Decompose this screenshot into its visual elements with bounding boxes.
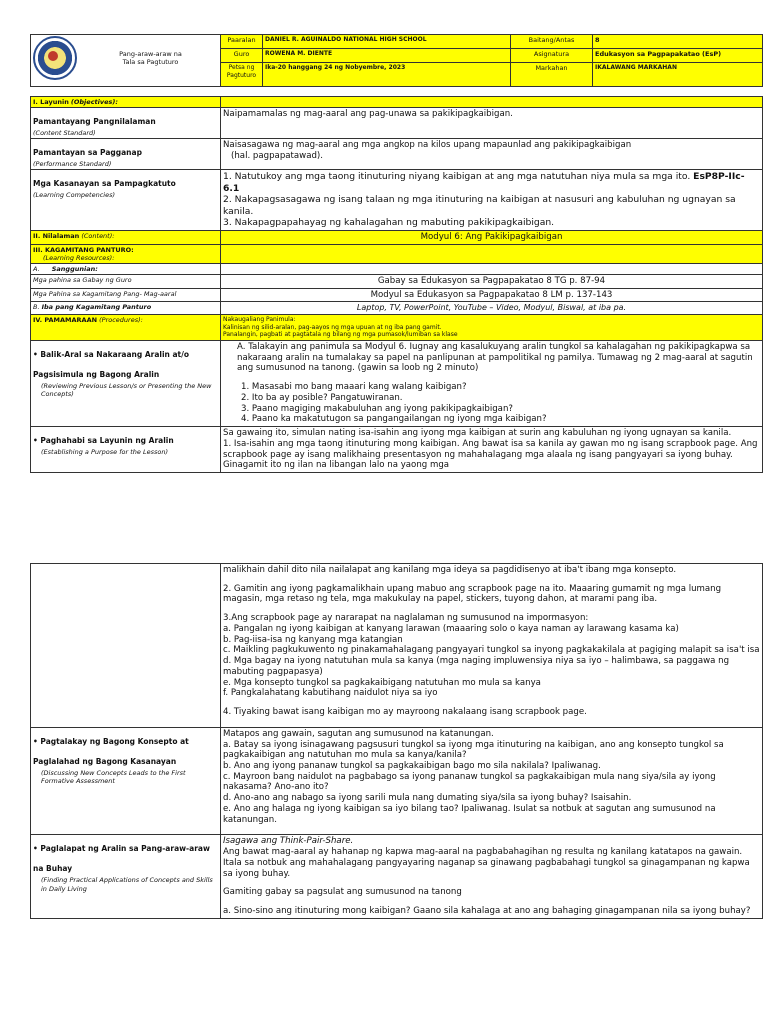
petsa-label-2: Pagtuturo [226, 71, 257, 79]
paghahabi-label-cell: • Paghahabi sa Layunin ng Aralin (Establishing a Purpose for the Lesson) [31, 427, 221, 473]
paghahabi-value: Sa gawaing ito, simulan nating isa-isahin ang iyong mga kaibigan at surin ang kabuluhan ng iyong ugnayan sa kanila. 1. Isa-isahin ang mga taong itinuturing mong kaibigan. Ang bawat isa sa kanila ay gawan mo ng isang scrapbook page. Ang scrapbook page ay isang malikhaing presentasyon ng mahahalagang mga alaala ng isang pangyayari sa iyong buhay. Ginagamit ito ng ilan na libangan lalo na yaong mga [221, 427, 763, 473]
pagganap-value: Naisasagawa ng mag-aaral ang mga angkop na kilos upang mapaunlad ang pakikipagkaibigan (hal. pagpapatawad). [221, 139, 763, 170]
nilalaman-value: Modyul 6: Ang Pakikipagkaibigan [221, 230, 763, 244]
sanggunian-label: A. Sanggunian: [31, 263, 221, 274]
magaaral-label: Mga Pahina sa Kagamitang Pang- Mag-aaral [31, 288, 221, 302]
paaralan-value: DANIEL R. AGUINALDO NATIONAL HIGH SCHOOL [263, 35, 511, 49]
kagamitan-heading: III. KAGAMITANG PANTURO: (Learning Resources): [31, 244, 221, 263]
header-title-cell [31, 35, 221, 87]
layunin-heading: I. Layunin (Objectives): [31, 97, 221, 108]
header-title-line2: Tala sa Pagtuturo [122, 58, 179, 66]
pagtalakay-label-cell: • Pagtalakay ng Bagong Konsepto at Paglalahad ng Bagong Kasanayan (Discussing New Concepts Leads to the First Formative Assessment [31, 727, 221, 835]
paghahabi-continued: malikhain dahil dito nila nailalapat ang kanilang mga ideya sa pagdidisenyo at iba't ibang mga konsepto. 2. Gamitin ang iyong pagkamalikhain upang mabuo ang scrapbook page na ito. Maaaring gumamit ng mga lumang magasin, mga retaso ng tela, mga makukulay na papel, stickers, tuyong dahon, at marami pang iba. 3.Ang scrapbook page ay nararapat na naglalaman ng sumusunod na impormasyon: a. Pangalan ng iyong kaibigan at kanyang larawan (maaaring solo o kaya naman ay larawang kasama ka) b. Pag-iisa-isa ng kanyang mga katangian c. Maikling pagkukuwento ng pinakamahalagang pangyayari tungkol sa inyong pagkakakilala at pagiging malapit sa isa't isa d. Mga bagay na iyong natutuhan mula sa kanya (mga naging impluwensiya niya sa iyo – halimbawa, sa paggawa ng mabuting pagpapasya) e. Mga konsepto tungkol sa pagkakaibigang natutuhan mo mula sa kanya f. Pangkalahatang kabutihang naidulot niya sa iyo 4. Tiyaking bawat isang kaibigan mo ay mayroong nakalaang isang scrapbook page. [221, 564, 763, 728]
asignatura-label: Asignatura [511, 49, 593, 63]
baitang-value: 8 [593, 35, 763, 49]
markahan-value: IKALAWANG MARKAHAN [593, 63, 763, 87]
deped-seal-icon [33, 36, 77, 80]
petsa-label [221, 63, 263, 87]
petsa-value: Ika-20 hanggang 24 ng Nobyembre, 2023 [263, 63, 511, 87]
kasanayan-label-cell: Mga Kasanayan sa Pampagkatuto (Learning Competencies) [31, 170, 221, 231]
iba-pang-kagamitan-label: B. Iba pang Kagamitang Panturo [31, 302, 221, 315]
guro-label: Guro [221, 49, 263, 63]
balik-aral-value: A. Talakayin ang panimula sa Modyul 6. Iugnay ang kasalukuyang aralin tungkol sa kahalagahan ng pakikipagkapwa sa nakaraang aralin na tumalakay sa papel na panlipunan at pampolitikal ng pamilya. Tumawag ng 2 mag-aaral at sagutin ang sumusunod na tanong. (gawin sa loob ng 2 minuto) 1. Masasabi mo bang maaari kang walang kaibigan? 2. Ito ba ay posible? Pangatuwiranan. 3. Paano magiging makabuluhan ang iyong pakikipagkaibigan? 4. Paano ka makatutugon sa pangangailangan ng iyong mga kaibigan? [221, 340, 763, 426]
petsa-label-1: Petsa ng [228, 64, 255, 71]
gabay-guro-value: Gabay sa Edukasyon sa Pagpapakatao 8 TG p. 87-94 [221, 274, 763, 288]
kasanayan-value: 1. Natutukoy ang mga taong itinuturing niyang kaibigan at ang mga natutuhan niya mula sa mga ito. EsP8P-IIc-6.1 2. Nakapagsasagawa ng isang talaan ng mga itinuturing na kaibigan at nasusuri ang kabuluhan ng ugnayan sa kanila. 3. Nakapagpapahayag ng kahalagahan ng mabuting pakikipagkaibigan. [221, 170, 763, 231]
baitang-label: Baitang/Antas [511, 35, 593, 49]
paglalapat-label-cell: • Paglalapat ng Aralin sa Pang-araw-araw na Buhay (Finding Practical Applications of Concepts and Skills in Daily Living [31, 835, 221, 918]
pangnilalaman-value: Naipamamalas ng mag-aaral ang pag-unawa sa pakikipagkaibigan. [221, 108, 763, 139]
pangnilalaman-label-cell: Pamantayang Pangnilalaman (Content Standard) [31, 108, 221, 139]
gabay-guro-label: Mga pahina sa Gabay ng Guro [31, 274, 221, 288]
asignatura-value: Edukasyon sa Pagpapakatao (EsP) [593, 49, 763, 63]
pamamaraan-heading: IV. PAMAMARAAN (Procedures): [31, 315, 221, 341]
header-title-line1: Pang-araw-araw na [119, 49, 182, 58]
pagtalakay-value: Matapos ang gawain, sagutan ang sumusunod na katanungan. a. Batay sa iyong isinagawang pagsusuri tungkol sa iyong mga itinuturing na kaibigan, ano ang konsepto tungkol sa pagkakaibigan ang natutuhan mo mula sa kanya/kanila? b. Ano ang iyong pananaw tungkol sa pagkakaibigan bago mo sila nakilala? Ipaliwanag. c. Mayroon bang naidulot na pagbabago sa iyong pananaw tungkol sa pagkakaibigan mula nang siya/sila ay iyong nakasama? Ano-ano ito? d. Ano-ano ang nabago sa iyong sarili mula nang dumating siya/sila sa iyong buhay? Isaisahin. e. Ano ang halaga ng iyong kaibigan sa iyo bilang tao? Ipaliwanag. Isulat sa notbuk at sagutan ang sumusunod na katanungan. [221, 727, 763, 835]
competency-code: EsP8P-IIc-6.1 [223, 171, 745, 194]
magaaral-value: Modyul sa Edukasyon sa Pagpapakatao 8 LM p. 137-143 [221, 288, 763, 302]
markahan-label: Markahan [511, 63, 593, 87]
lesson-plan-page-1 [30, 34, 763, 473]
pamamaraan-note: Nakaugaliang Panimula: Kalinisan ng silid-aralan, pag-aayos ng mga upuan at ng iba pang gamit. Panalangin, pagbati at pagtatala ng bilang ng mga pumasok/lumiban sa klase [221, 315, 763, 341]
paglalapat-value: Isagawa ang Think-Pair-Share. Ang bawat mag-aaral ay hahanap ng kapwa mag-aaral na pagbabahagihan ng resulta ng kanilang katatapos na gawain. Itala sa notbuk ang mahahalagang pangyayaring naganap sa ginawang pagbabahagi tungkol sa ginagampanan ng kapwa sa iyong buhay. Gamiting gabay sa pagsulat ang sumusunod na tanong a. Sino-sino ang itinuturing mong kaibigan? Gaano sila kahalaga at ano ang bahaging ginagampanan nila sa iyong buhay? [221, 835, 763, 918]
pagganap-label-cell: Pamantayan sa Pagganap (Performance Standard) [31, 139, 221, 170]
paaralan-label: Paaralan [221, 35, 263, 49]
lesson-plan-page-2 [30, 563, 763, 919]
balik-aral-label-cell: • Balik-Aral sa Nakaraang Aralin at/o Pagsisimula ng Bagong Aralin (Reviewing Previous Lesson/s or Presenting the New Concepts) [31, 340, 221, 426]
iba-pang-kagamitan-value: Laptop, TV, PowerPoint, YouTube – Video, Modyul, Biswal, at iba pa. [221, 302, 763, 315]
guro-value: ROWENA M. DIENTE [263, 49, 511, 63]
nilalaman-heading: II. Nilalaman (Content): [31, 230, 221, 244]
